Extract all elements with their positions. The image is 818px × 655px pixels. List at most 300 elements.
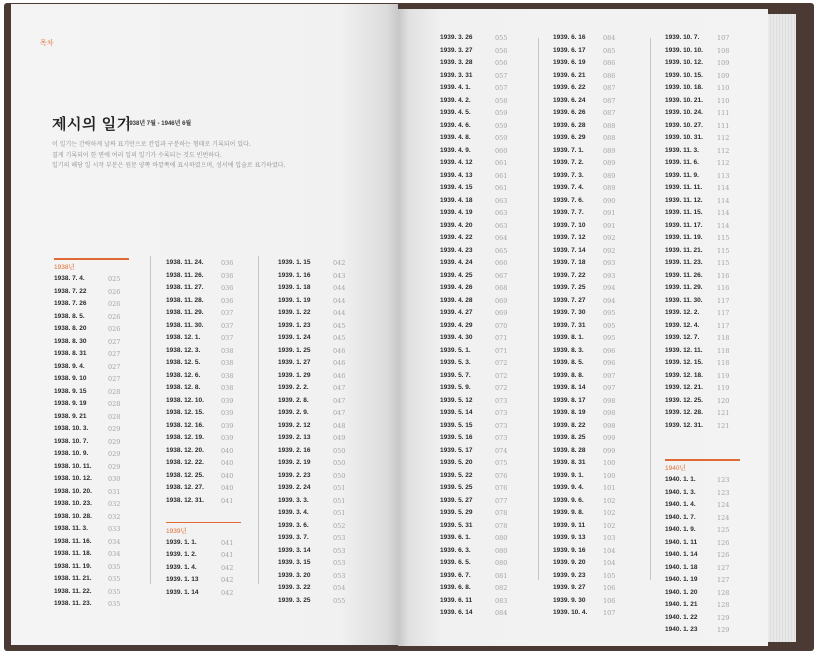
- entry-page-number: 114: [717, 184, 730, 192]
- entry-date: 1939. 7. 30: [553, 309, 586, 316]
- entry-page-number: 099: [603, 446, 616, 455]
- entry-date: 1939. 2. 8.: [278, 396, 309, 404]
- entry-page-number: 093: [603, 271, 616, 280]
- entry-date: 1939. 9. 20: [553, 559, 586, 566]
- entry-date: 1939. 1. 24: [278, 334, 311, 341]
- entry-date: 1939. 4. 18: [440, 196, 473, 204]
- entry-page-number: 064: [495, 234, 508, 242]
- entry-date: 1939. 7. 14: [553, 246, 586, 254]
- entry-date: 1939. 5. 12: [440, 396, 473, 404]
- entry-date: 1939. 8. 8.: [553, 371, 584, 379]
- entry-page-number: 078: [495, 509, 508, 517]
- entry-page-number: 084: [495, 609, 508, 617]
- entry-date: 1939. 1. 2.: [166, 551, 197, 558]
- entry-page-number: 044: [333, 284, 346, 292]
- entry-page-number: 057: [495, 71, 508, 80]
- entry-page-number: 100: [603, 459, 616, 467]
- entry-page-number: 126: [717, 551, 730, 559]
- entry-page-number: 027: [108, 337, 121, 346]
- entry-page-number: 051: [333, 496, 346, 505]
- entry-date: 1939. 11. 19.: [665, 234, 703, 241]
- entry-page-number: 055: [495, 34, 508, 42]
- entry-date: 1939. 9. 27: [553, 584, 586, 591]
- year-rule: [665, 459, 740, 461]
- entry-page-number: 094: [603, 284, 616, 292]
- entry-page-number: 057: [495, 84, 508, 92]
- entry-date: 1938. 10. 23.: [54, 500, 92, 507]
- entry-page-number: 028: [108, 412, 121, 421]
- entry-date: 1939. 2. 13: [278, 434, 311, 441]
- entry-date: 1938. 12. 1.: [166, 334, 201, 341]
- entry-page-number: 103: [603, 534, 616, 542]
- entry-page-number: 097: [603, 371, 616, 380]
- entry-page-number: 083: [495, 596, 508, 605]
- entry-page-number: 124: [717, 501, 730, 509]
- entry-date: 1939. 4. 29: [440, 321, 473, 329]
- entry-page-number: 056: [495, 59, 508, 67]
- entry-page-number: 059: [495, 109, 508, 117]
- entry-date: 1939. 3. 26: [440, 34, 473, 41]
- entry-date: 1939. 4. 22: [440, 234, 473, 241]
- entry-page-number: 038: [221, 371, 234, 380]
- entry-date: 1939. 6. 17: [553, 46, 586, 54]
- entry-page-number: 119: [717, 384, 730, 392]
- entry-date: 1939. 4. 12: [440, 159, 473, 166]
- entry-date: 1938. 7. 4.: [54, 275, 85, 282]
- entry-page-number: 048: [333, 421, 346, 430]
- entry-date: 1939. 12. 2.: [665, 309, 700, 316]
- entry-page-number: 128: [717, 588, 730, 597]
- entry-date: 1939. 8. 31: [553, 459, 586, 466]
- entry-page-number: 085: [603, 46, 616, 55]
- entry-date: 1939. 10. 15.: [665, 71, 703, 79]
- entry-date: 1939. 11. 15.: [665, 209, 703, 216]
- entry-date: 1939. 7. 10: [553, 221, 586, 229]
- entry-date: 1939. 7. 1.: [553, 146, 584, 154]
- entry-date: 1939. 10. 27.: [665, 121, 703, 129]
- year-label: 1938년: [54, 264, 75, 271]
- entry-page-number: 061: [495, 159, 508, 167]
- entry-page-number: 112: [717, 159, 730, 167]
- column-divider: [538, 38, 539, 580]
- entry-date: 1938. 11. 23.: [54, 600, 92, 607]
- entry-page-number: 039: [221, 421, 234, 430]
- entry-date: 1938. 12. 10.: [166, 396, 204, 404]
- entry-date: 1939. 7. 2.: [553, 159, 584, 166]
- entry-page-number: 073: [495, 421, 508, 430]
- entry-page-number: 040: [221, 459, 234, 467]
- entry-date: 1939. 5. 15: [440, 421, 473, 429]
- entry-date: 1939. 4. 19: [440, 209, 473, 216]
- entry-page-number: 114: [717, 209, 730, 217]
- entry-page-number: 086: [603, 59, 616, 67]
- entry-page-number: 026: [108, 312, 121, 321]
- entry-date: 1939. 12. 25.: [665, 396, 703, 404]
- entry-date: 1939. 11. 11.: [665, 184, 703, 191]
- entry-date: 1939. 6. 11: [440, 596, 473, 604]
- entry-date: 1939. 3. 14: [278, 546, 311, 554]
- entry-page-number: 129: [717, 613, 730, 622]
- entry-page-number: 059: [495, 134, 508, 142]
- entry-page-number: 102: [603, 509, 616, 517]
- entry-date: 1939. 7. 22: [553, 271, 586, 279]
- entry-page-number: 126: [717, 538, 730, 547]
- entry-page-number: 073: [495, 409, 508, 417]
- entry-date: 1938. 12. 8.: [166, 384, 201, 391]
- entry-page-number: 127: [717, 576, 730, 584]
- entry-page-number: 092: [603, 246, 616, 255]
- entry-date: 1939. 6. 29: [553, 134, 586, 141]
- entry-page-number: 036: [221, 296, 234, 305]
- entry-date: 1939. 2. 9.: [278, 409, 309, 416]
- entry-page-number: 107: [603, 609, 616, 617]
- entry-date: 1940. 1. 4.: [665, 501, 696, 508]
- entry-date: 1938. 10. 3.: [54, 425, 89, 432]
- entry-date: 1939. 8. 28: [553, 446, 586, 454]
- entry-date: 1938. 11. 18.: [54, 550, 92, 557]
- entry-date: 1939. 5. 31: [440, 521, 473, 529]
- entry-page-number: 060: [495, 146, 508, 155]
- entry-date: 1939. 2. 2.: [278, 384, 309, 391]
- entry-date: 1938. 10. 7.: [54, 437, 89, 445]
- year-label: 1940년: [665, 465, 686, 472]
- entry-date: 1939. 9. 11: [553, 521, 586, 529]
- entry-page-number: 102: [603, 496, 616, 505]
- entry-date: 1939. 11. 9.: [665, 171, 699, 179]
- entry-page-number: 100: [603, 471, 616, 480]
- entry-page-number: 063: [495, 196, 508, 205]
- entry-date: 1939. 4. 20: [440, 221, 473, 229]
- page-edges: [768, 14, 796, 642]
- entry-page-number: 091: [603, 209, 616, 217]
- entry-date: 1939. 6. 24: [553, 96, 586, 104]
- year-label: 1939년: [166, 527, 187, 535]
- entry-date: 1939. 1. 16: [278, 271, 311, 279]
- entry-date: 1939. 12. 21.: [665, 384, 703, 391]
- entry-date: 1938. 10. 11.: [54, 462, 92, 470]
- entry-page-number: 084: [603, 34, 616, 42]
- entry-page-number: 050: [333, 471, 346, 480]
- entry-date: 1939. 11. 26.: [665, 271, 703, 279]
- entry-page-number: 038: [221, 384, 234, 392]
- entry-page-number: 042: [221, 563, 234, 572]
- entry-page-number: 028: [108, 400, 121, 408]
- entry-date: 1939. 1. 15: [278, 259, 311, 266]
- entry-page-number: 053: [333, 534, 346, 542]
- entry-date: 1938. 12. 5.: [166, 359, 201, 366]
- entry-page-number: 098: [603, 409, 616, 417]
- entry-date: 1939. 4. 13: [440, 171, 473, 179]
- entry-page-number: 072: [495, 371, 508, 380]
- entry-page-number: 081: [495, 571, 508, 580]
- entry-date: 1939. 11. 29.: [665, 284, 703, 291]
- entry-page-number: 087: [603, 84, 616, 92]
- entry-page-number: 078: [495, 521, 508, 530]
- entry-page-number: 087: [603, 109, 616, 117]
- entry-page-number: 034: [108, 537, 121, 546]
- entry-page-number: 037: [221, 309, 234, 317]
- entry-page-number: 076: [495, 484, 508, 492]
- entry-date: 1939. 4. 15: [440, 184, 473, 191]
- entry-date: 1939. 9. 23: [553, 571, 586, 579]
- entry-page-number: 044: [333, 296, 346, 305]
- entry-page-number: 117: [717, 296, 730, 305]
- entry-date: 1938. 12. 6.: [166, 371, 201, 379]
- entry-page-number: 108: [717, 46, 730, 55]
- entry-date: 1938. 10. 20.: [54, 487, 92, 495]
- entry-date: 1939. 6. 1.: [440, 534, 471, 541]
- entry-page-number: 089: [603, 146, 616, 155]
- entry-page-number: 113: [717, 171, 730, 180]
- entry-date: 1940. 1. 22: [665, 613, 698, 621]
- entry-page-number: 094: [603, 296, 616, 305]
- entry-page-number: 032: [108, 500, 121, 508]
- entry-date: 1939. 12. 15.: [665, 359, 703, 366]
- entry-date: 1938. 12. 27.: [166, 484, 204, 491]
- entry-date: 1939. 1. 4.: [166, 563, 197, 571]
- entry-date: 1940. 1. 11: [665, 538, 698, 546]
- entry-date: 1939. 7. 3.: [553, 171, 584, 179]
- entry-date: 1939. 4. 1.: [440, 84, 471, 91]
- intro-paragraph: [52, 140, 352, 172]
- entry-page-number: 109: [717, 71, 730, 80]
- entry-page-number: 058: [495, 96, 508, 105]
- entry-page-number: 045: [333, 321, 346, 330]
- entry-date: 1938. 12. 31.: [166, 496, 204, 504]
- entry-date: 1938. 10. 12.: [54, 475, 92, 482]
- entry-date: 1938. 8. 30: [54, 337, 87, 345]
- entry-date: 1939. 5. 25: [440, 484, 473, 491]
- entry-page-number: 061: [495, 184, 508, 192]
- entry-date: 1939. 1. 18: [278, 284, 311, 291]
- entry-date: 1939. 4. 5.: [440, 109, 471, 116]
- entry-page-number: 053: [333, 571, 346, 580]
- entry-date: 1939. 2. 23: [278, 471, 311, 479]
- entry-date: 1939. 1. 13: [166, 576, 199, 583]
- entry-date: 1939. 12. 7.: [665, 334, 700, 341]
- entry-date: 1939. 11. 6.: [665, 159, 699, 166]
- entry-page-number: 026: [108, 300, 121, 308]
- entry-date: 1939. 5. 16: [440, 434, 473, 441]
- entry-date: 1939. 8. 22: [553, 421, 586, 429]
- entry-date: 1939. 4. 30: [440, 334, 473, 341]
- entry-date: 1939. 5. 29: [440, 509, 473, 516]
- entry-date: 1938. 7. 22: [54, 287, 87, 295]
- entry-date: 1939. 10. 18.: [665, 84, 703, 91]
- entry-page-number: 115: [717, 246, 730, 255]
- entry-date: 1939. 11. 21.: [665, 246, 703, 254]
- entry-page-number: 046: [333, 371, 346, 380]
- entry-page-number: 025: [108, 275, 121, 283]
- entry-page-number: 111: [717, 121, 730, 130]
- entry-page-number: 097: [603, 384, 616, 392]
- entry-page-number: 102: [603, 521, 616, 530]
- entry-page-number: 029: [108, 437, 121, 446]
- entry-date: 1939. 10. 4.: [553, 609, 588, 616]
- entry-page-number: 039: [221, 434, 234, 442]
- entry-date: 1939. 6. 14: [440, 609, 473, 616]
- entry-page-number: 030: [108, 475, 121, 483]
- entry-date: 1939. 9. 1.: [553, 471, 584, 479]
- entry-page-number: 031: [108, 487, 121, 496]
- entry-date: 1939. 3. 20: [278, 571, 311, 579]
- entry-page-number: 042: [333, 259, 346, 267]
- entry-page-number: 117: [717, 321, 730, 330]
- entry-page-number: 119: [717, 371, 730, 380]
- entry-date: 1939. 3. 22: [278, 584, 311, 591]
- entry-page-number: 098: [603, 421, 616, 430]
- entry-page-number: 065: [495, 246, 508, 255]
- entry-date: 1938. 11. 30.: [166, 321, 204, 329]
- entry-date: 1939. 12. 18.: [665, 371, 703, 379]
- entry-date: 1939. 8. 17: [553, 396, 586, 404]
- entry-page-number: 046: [333, 359, 346, 367]
- entry-date: 1938. 12. 16.: [166, 421, 204, 429]
- entry-date: 1939. 1. 14: [166, 588, 199, 596]
- entry-date: 1939. 12. 4.: [665, 321, 700, 329]
- entry-date: 1939. 8. 3.: [553, 346, 584, 354]
- entry-page-number: 069: [495, 296, 508, 305]
- entry-date: 1938. 11. 28.: [166, 296, 204, 304]
- section-tag: 목차: [40, 40, 54, 47]
- entry-date: 1938. 8. 20: [54, 325, 87, 332]
- entry-page-number: 116: [717, 271, 730, 280]
- entry-page-number: 040: [221, 446, 234, 455]
- entry-date: 1940. 1. 19: [665, 576, 698, 583]
- entry-page-number: 043: [333, 271, 346, 280]
- entry-date: 1939. 4. 23: [440, 246, 473, 254]
- entry-date: 1940. 1. 14: [665, 551, 698, 558]
- entry-page-number: 075: [495, 459, 508, 467]
- entry-page-number: 121: [717, 421, 730, 430]
- entry-date: 1939. 10. 10.: [665, 46, 703, 54]
- entry-date: 1939. 7. 6.: [553, 196, 584, 204]
- entry-date: 1939. 10. 12.: [665, 59, 703, 66]
- entry-page-number: 045: [333, 334, 346, 342]
- entry-date: 1939. 4. 27: [440, 309, 473, 316]
- entry-date: 1939. 3. 6.: [278, 521, 309, 529]
- entry-page-number: 115: [717, 234, 730, 242]
- entry-date: 1939. 3. 31: [440, 71, 473, 79]
- entry-date: 1939. 8. 19: [553, 409, 586, 416]
- entry-date: 1939. 9. 16: [553, 546, 586, 554]
- entry-page-number: 125: [717, 526, 730, 534]
- intro-line: 일기의 해당 일 시작 부분은 원문 양쪽 바깥쪽에 표시하였으며, 성서에 입술로 표기하였다.: [52, 162, 286, 169]
- entry-page-number: 029: [108, 425, 121, 433]
- entry-date: 1938. 9. 15: [54, 387, 87, 395]
- entry-page-number: 095: [603, 334, 616, 342]
- entry-date: 1939. 5. 27: [440, 496, 473, 504]
- entry-date: 1939. 3. 25: [278, 596, 311, 604]
- entry-page-number: 101: [603, 484, 616, 492]
- entry-date: 1938. 11. 24.: [166, 259, 204, 266]
- entry-date: 1939. 6. 7.: [440, 571, 471, 579]
- entry-date: 1938. 9. 4.: [54, 362, 85, 370]
- entry-page-number: 091: [603, 221, 616, 230]
- entry-date: 1939. 9. 13: [553, 534, 586, 541]
- entry-date: 1939. 11. 12.: [665, 196, 703, 204]
- entry-page-number: 035: [108, 600, 121, 608]
- entry-date: 1939. 6. 5.: [440, 559, 471, 566]
- entry-page-number: 090: [603, 196, 616, 205]
- entry-date: 1939. 4. 2.: [440, 96, 471, 104]
- entry-page-number: 027: [108, 375, 121, 383]
- entry-date: 1939. 2. 24: [278, 484, 311, 491]
- entry-date: 1939. 3. 28: [440, 59, 473, 66]
- entry-page-number: 033: [108, 525, 121, 533]
- entry-date: 1940. 1. 18: [665, 563, 698, 571]
- entry-page-number: 056: [495, 46, 508, 55]
- entry-page-number: 042: [221, 576, 234, 584]
- entry-page-number: 109: [717, 59, 730, 67]
- entry-page-number: 063: [495, 221, 508, 230]
- entry-date: 1939. 9. 4.: [553, 484, 584, 491]
- entry-page-number: 053: [333, 559, 346, 567]
- entry-date: 1938. 11. 16.: [54, 537, 92, 545]
- entry-date: 1938. 12. 25.: [166, 471, 204, 479]
- intro-line: 결게 기록되어 한 면에 여러 일의 일기가 수록되는 것도 빈번하다.: [52, 151, 222, 159]
- entry-date: 1939. 8. 14: [553, 384, 586, 391]
- entry-date: 1938. 12. 22.: [166, 459, 204, 466]
- entry-date: 1939. 6. 8.: [440, 584, 471, 591]
- entry-date: 1938. 11. 22.: [54, 587, 92, 595]
- entry-date: 1938. 11. 27.: [166, 284, 204, 291]
- entry-page-number: 089: [603, 184, 616, 192]
- entry-page-number: 118: [717, 359, 730, 367]
- entry-page-number: 121: [717, 409, 730, 417]
- entry-page-number: 080: [495, 559, 508, 567]
- entry-date: 1938. 9. 21: [54, 412, 87, 420]
- entry-date: 1939. 4. 26: [440, 284, 473, 291]
- entry-date: 1939. 5. 20: [440, 459, 473, 466]
- entry-page-number: 087: [603, 96, 616, 105]
- entry-page-number: 063: [495, 209, 508, 217]
- entry-page-number: 047: [333, 409, 346, 417]
- entry-page-number: 112: [717, 134, 730, 142]
- entry-page-number: 111: [717, 109, 730, 117]
- entry-page-number: 040: [221, 484, 234, 492]
- entry-page-number: 037: [221, 321, 234, 330]
- entry-date: 1939. 4. 8.: [440, 134, 471, 141]
- entry-page-number: 038: [221, 359, 234, 367]
- entry-page-number: 072: [495, 384, 508, 392]
- entry-date: 1940. 1. 9.: [665, 526, 696, 533]
- entry-page-number: 110: [717, 96, 730, 105]
- entry-page-number: 070: [495, 321, 508, 330]
- entry-page-number: 082: [495, 584, 508, 592]
- entry-page-number: 071: [495, 346, 508, 355]
- entry-page-number: 047: [333, 384, 346, 392]
- entry-date: 1939. 5. 22: [440, 471, 473, 479]
- entry-date: 1939. 1. 1.: [166, 538, 197, 546]
- entry-page-number: 029: [108, 450, 121, 458]
- entry-date: 1938. 9. 19: [54, 400, 87, 407]
- entry-page-number: 112: [717, 146, 730, 155]
- entry-page-number: 116: [717, 284, 730, 292]
- entry-page-number: 123: [717, 476, 730, 484]
- entry-page-number: 118: [717, 346, 730, 355]
- entry-date: 1939. 9. 8.: [553, 509, 584, 516]
- entry-date: 1939. 1. 22: [278, 309, 311, 316]
- entry-date: 1938. 11. 3.: [54, 525, 88, 532]
- entry-date: 1939. 9. 6.: [553, 496, 584, 504]
- entry-page-number: 106: [603, 584, 616, 592]
- entry-date: 1939. 4. 9.: [440, 146, 471, 154]
- entry-date: 1938. 7. 26: [54, 300, 87, 307]
- entry-date: 1940. 1. 1.: [665, 476, 696, 483]
- entry-page-number: 050: [333, 446, 346, 455]
- entry-date: 1939. 4. 6.: [440, 121, 471, 129]
